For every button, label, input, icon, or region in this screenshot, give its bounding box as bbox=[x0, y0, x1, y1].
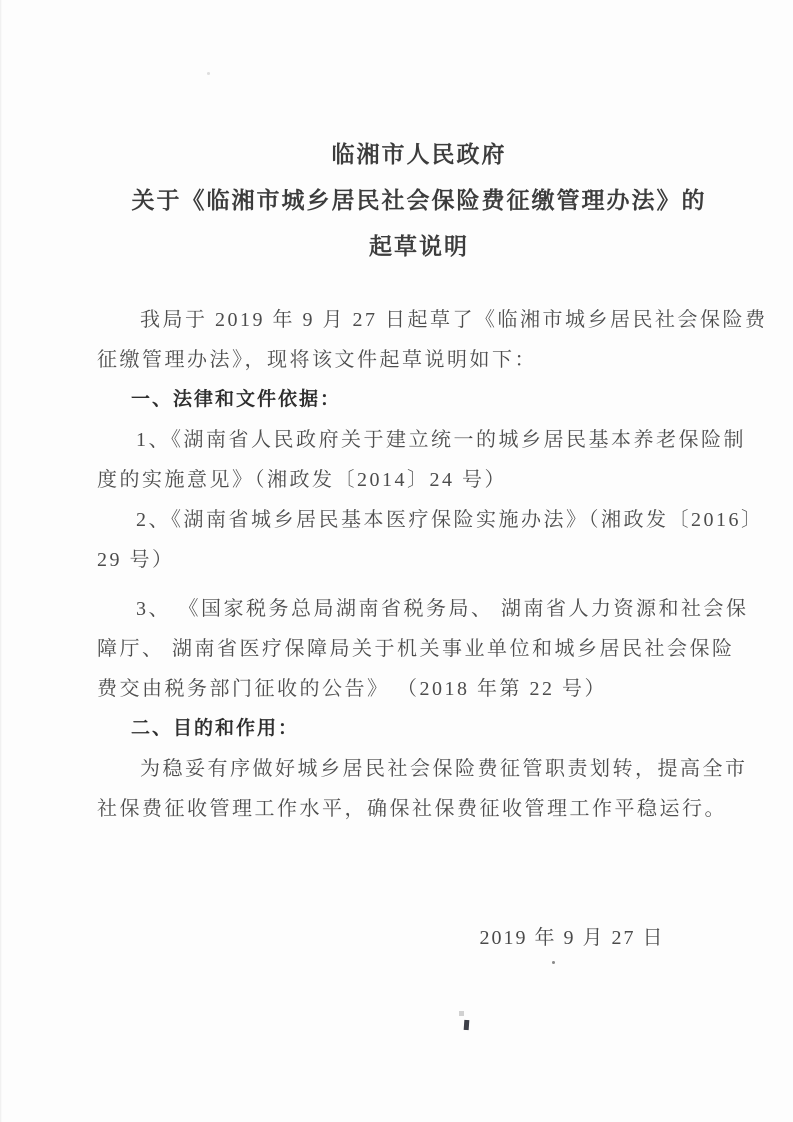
ink-speck bbox=[459, 1011, 464, 1016]
body-line: 社保费征收管理工作水平，确保社保费征收管理工作平稳运行。 bbox=[97, 798, 727, 820]
section-heading-2: 二、目的和作用： bbox=[131, 718, 300, 739]
body-line: 障厅、 湖南省医疗保障局关于机关事业单位和城乡居民社会保险 bbox=[97, 638, 735, 660]
section-heading-1: 一、法律和文件依据： bbox=[131, 389, 342, 410]
document-body bbox=[97, 300, 768, 829]
scan-edge-shadow bbox=[0, 0, 2, 1122]
list-item-line: 1、《湖南省人民政府关于建立统一的城乡居民基本养老保险制 bbox=[136, 429, 746, 451]
title-doc-type: 起草说明 bbox=[369, 234, 469, 259]
body-line: 征缴管理办法》，现将该文件起草说明如下： bbox=[97, 349, 537, 371]
date-line: 2019 年 9 月 27 日 bbox=[479, 927, 665, 949]
body-line: 费交由税务部门征收的公告》 （2018 年第 22 号） bbox=[97, 678, 607, 700]
body-line: 我局于 2019 年 9 月 27 日起草了《临湘市城乡居民社会保险费 bbox=[140, 309, 768, 331]
list-item-line: 3、 《国家税务总局湖南省税务局、 湖南省人力资源和社会保 bbox=[136, 598, 749, 620]
document-title-block bbox=[100, 132, 738, 270]
body-line: 度的实施意见》（湘政发〔2014〕24 号） bbox=[97, 469, 507, 491]
body-line: 为稳妥有序做好城乡居民社会保险费征管职责划转，提高全市 bbox=[140, 758, 748, 780]
title-subject: 关于《临湘市城乡居民社会保险费征缴管理办法》的 bbox=[131, 188, 707, 213]
ink-speck bbox=[207, 72, 210, 75]
ink-speck bbox=[464, 1020, 470, 1030]
ink-speck bbox=[552, 961, 555, 964]
body-line: 29 号） bbox=[97, 549, 175, 571]
title-organization: 临湘市人民政府 bbox=[331, 142, 507, 167]
list-item-line: 2、《湖南省城乡居民基本医疗保险实施办法》（湘政发〔2016〕 bbox=[136, 509, 764, 531]
